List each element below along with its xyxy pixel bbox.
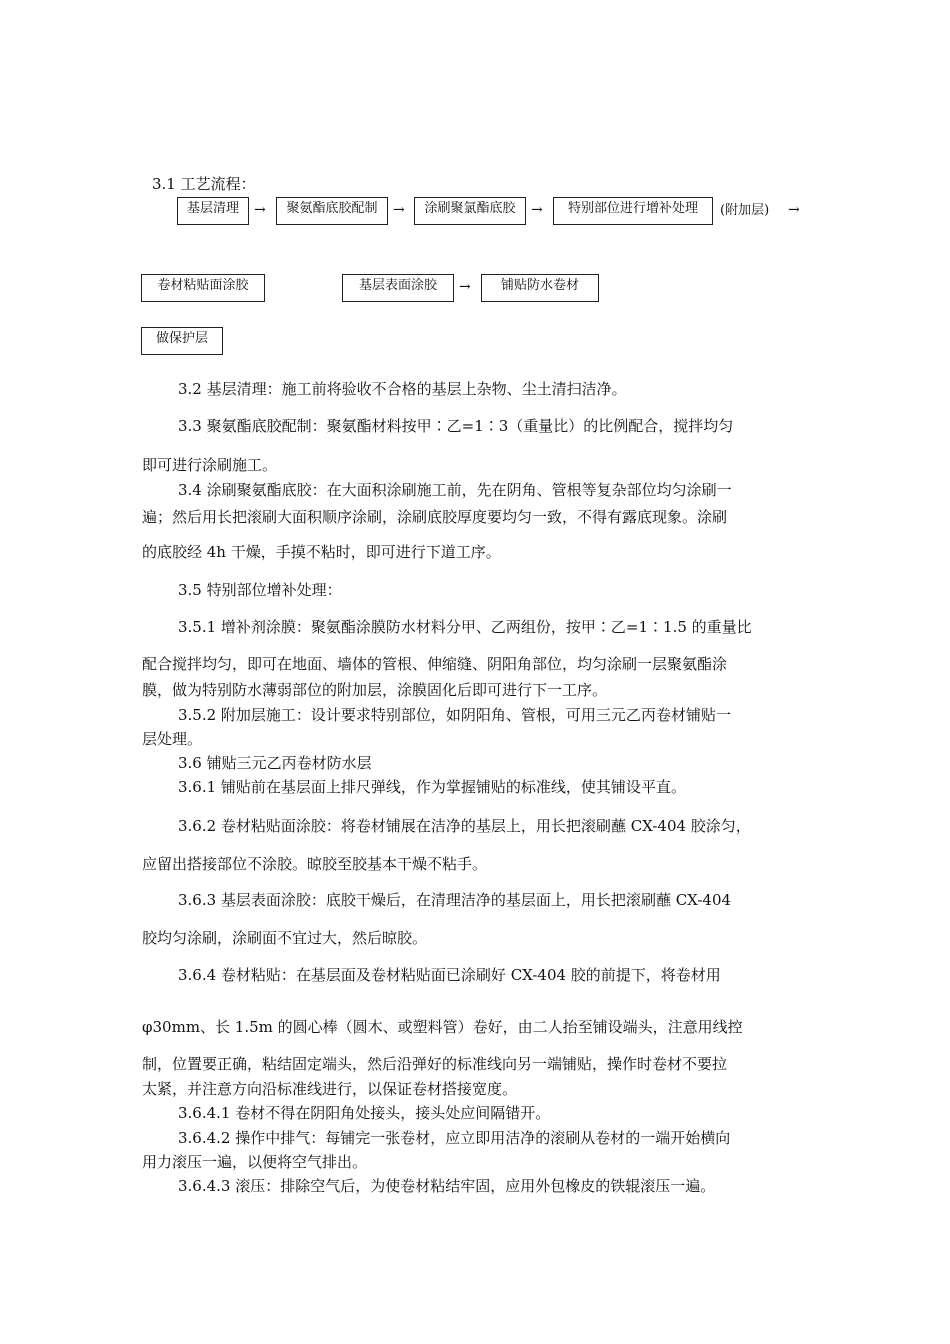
text-line: 3.3 聚氨酯底胶配制：聚氨酯材料按甲∶乙=1∶3（重量比）的比例配合，搅拌均匀 [178,417,734,435]
text-line: 3.4 涂刷聚氨酯底胶：在大面积涂刷施工前，先在阴角、管根等复杂部位均匀涂刷一 [178,481,732,499]
text-line: 胶均匀涂刷，涂刷面不宜过大，然后晾胶。 [142,929,428,947]
text-line: 3.6.4 卷材粘贴：在基层面及卷材粘贴面已涂刷好 CX-404 胶的前提下，将卷材用 [178,966,721,984]
text-line: φ30mm、长 1.5m 的圆心棒（圆木、或塑料管）卷好，由二人抬至铺设端头，注意用线控 [142,1018,743,1036]
flow-extra-layer-label: (附加层) [720,203,770,218]
text-line: 3.6.4.3 滚压：排除空气后，为使卷材粘结牢固，应用外包橡皮的铁辊滚压一遍。 [178,1177,716,1195]
text-line: 3.6.3 基层表面涂胶：底胶干燥后，在清理洁净的基层面上，用长把滚刷蘸 CX-404 [178,891,732,909]
flow-arrow: → [531,202,543,218]
text-line: 应留出搭接部位不涂胶。晾胶至胶基本干燥不粘手。 [142,855,488,873]
flow-box-primer-mix: 聚氨酯底胶配制 [276,197,388,225]
text-line: 3.5.1 增补剂涂膜：聚氨酯涂膜防水材料分甲、乙两组份，按甲∶乙=1∶1.5 的重量比 [178,618,752,636]
text-line: 3.6.4.1 卷材不得在阴阳角处接头，接头处应间隔错开。 [178,1104,551,1122]
text-line: 膜，做为特别防水薄弱部位的附加层，涂膜固化后即可进行下一工序。 [142,681,608,699]
text-line: 3.5.2 附加层施工：设计要求特别部位，如阴阳角、管根，可用三元乙丙卷材铺贴一 [178,706,731,724]
flow-box-membrane-glue: 卷材粘贴面涂胶 [141,274,265,302]
flow-heading: 3.1 工艺流程： [152,175,256,193]
flow-box-lay-membrane: 铺贴防水卷材 [481,274,599,302]
text-line: 层处理。 [142,730,203,748]
flow-arrow: → [393,202,405,218]
text-line: 太紧，并注意方向沿标准线进行，以保证卷材搭接宽度。 [142,1080,518,1098]
flow-box-primer-brush: 涂刷聚氯酯底胶 [414,197,526,225]
flow-arrow: → [254,202,266,218]
flow-box-base-clean: 基层清理 [177,197,249,225]
text-line: 3.6.1 铺贴前在基层面上排尺弹线，作为掌握铺贴的标准线，使其铺设平直。 [178,778,686,796]
text-line: 制，位置要正确，粘结固定端头，然后沿弹好的标准线向另一端铺贴，操作时卷材不要拉 [142,1055,728,1073]
text-line: 3.6 铺贴三元乙丙卷材防水层 [178,754,372,772]
text-line: 配合搅拌均匀，即可在地面、墙体的管根、伸缩缝、阴阳角部位，均匀涂刷一层聚氨酯涂 [142,655,728,673]
text-line: 即可进行涂刷施工。 [142,456,278,474]
text-line: 3.2 基层清理：施工前将验收不合格的基层上杂物、尘土清扫洁净。 [178,380,627,398]
text-line: 遍；然后用长把滚刷大面积顺序涂刷，涂刷底胶厚度要均匀一致，不得有露底现象。涂刷 [142,508,728,526]
flow-box-special-treatment: 特别部位进行增补处理 [553,197,713,225]
flow-box-surface-glue: 基层表面涂胶 [342,274,454,302]
text-line: 3.5 特别部位增补处理： [178,581,342,599]
flow-box-protective-layer: 做保护层 [141,327,223,355]
text-line: 3.6.2 卷材粘贴面涂胶：将卷材铺展在洁净的基层上，用长把滚刷蘸 CX-404 胶涂匀， [178,817,751,835]
flow-arrow: → [788,202,800,218]
text-line: 的底胶经 4h 干燥，手摸不粘时，即可进行下道工序。 [142,543,501,561]
text-line: 用力滚压一遍，以便将空气排出。 [142,1153,368,1171]
text-line: 3.6.4.2 操作中排气：每铺完一张卷材，应立即用洁净的滚刷从卷材的一端开始横向 [178,1129,731,1147]
flow-arrow: → [459,279,471,295]
